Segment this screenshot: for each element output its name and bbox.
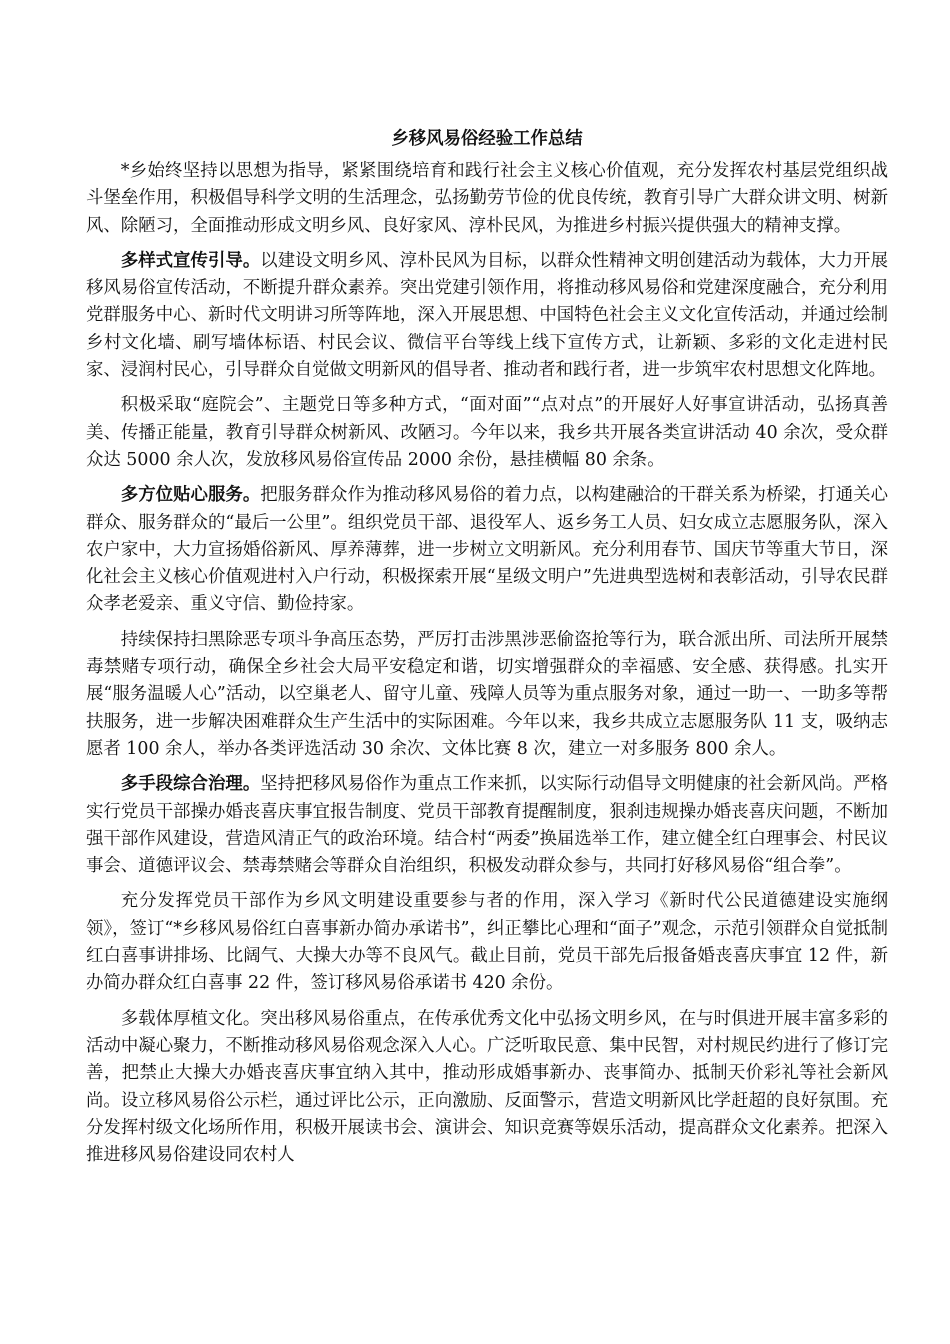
paragraph-intro [86, 158, 888, 240]
section-heading: 多方位贴心服务。 [120, 485, 261, 506]
paragraph-text: 以建设文明乡风、淳朴民风为目标，以群众性精神文明创建活动为载体，大力开展移风易俗宣传活动，不断提升群众素养。突出党建引领作用，将推动移风易俗和党建深度融合，充分利用党群服务中心、新时代文明讲习所等阵地，深入开展思想、中国特色社会主义文化宣传活动，并通过绘制乡村文化墙、刷写墙体标语、村民会议、微信平台等线上线下宣传方式，让新颖、多彩的文化走进村民家、浸润村民心，引导群众自觉做文明新风的倡导者、推动者和践行者，进一步筑牢农村思想文化阵地。 [86, 250, 888, 381]
paragraph-governance-detail [86, 888, 888, 997]
paragraph-service [86, 482, 888, 618]
paragraph-publicity-detail [86, 392, 888, 474]
paragraph-text: 多载体厚植文化。突出移风易俗重点，在传承优秀文化中弘扬文明乡风，在与时俱进开展丰富多彩的活动中凝心聚力，不断推动移风易俗观念深入人心。广泛听取民意、集中民智，对村规民约进行了修订完善，把禁止大操大办婚丧喜庆事宜纳入其中，推动形成婚事新办、丧事简办、抵制天价彩礼等社会新风尚。设立移风易俗公示栏，通过评比公示，正向激励、反面警示，营造文明新风比学赶超的良好氛围。充分发挥村级文化场所作用，积极开展读书会、演讲会、知识竞赛等娱乐活动，提高群众文化素养。把深入推进移风易俗建设同农村人 [86, 1008, 888, 1166]
paragraph-text: 积极采取“庭院会”、主题党日等多种方式，“面对面”“点对点”的开展好人好事宣讲活动，弘扬真善美、传播正能量，教育引导群众树新风、改陋习。今年以来，我乡共开展各类宣讲活动 40 余次，受众群众达 5000 余人次，发放移风易俗宣传品 2000 余份，悬挂横幅 80 余条。 [86, 395, 888, 470]
paragraph-text: 把服务群众作为推动移风易俗的着力点，以构建融洽的干群关系为桥梁，打通关心群众、服务群众的“最后一公里”。组织党员干部、退役军人、返乡务工人员、妇女成立志愿服务队，深入农户家中，大力宣扬婚俗新风、厚养薄葬，进一步树立文明新风。充分利用春节、国庆节等重大节日，深化社会主义核心价值观进村入户行动，积极探索开展“星级文明户”先进典型选树和表彰活动，引导农民群众孝老爱亲、重义守信、勤俭持家。 [86, 485, 888, 615]
paragraph-culture [86, 1006, 888, 1170]
paragraph-service-detail [86, 627, 888, 763]
document-title: 乡移风易俗经验工作总结 [391, 129, 583, 149]
paragraph-text: 坚持把移风易俗作为重点工作来抓，以实际行动倡导文明健康的社会新风尚。严格实行党员干部操办婚丧喜庆事宜报告制度、党员干部教育提醒制度，狠刹违规操办婚丧喜庆问题，不断加强干部作风建设，营造风清正气的政治环境。结合村“两委”换届选举工作，建立健全红白理事会、村民议事会、道德评议会、禁毒禁赌会等群众自治组织，积极发动群众参与，共同打好移风易俗“组合拳”。 [86, 774, 888, 877]
section-heading: 多手段综合治理。 [120, 774, 261, 795]
section-heading: 多样式宣传引导。 [120, 250, 261, 271]
paragraph-text: *乡始终坚持以思想为指导，紧紧围绕培育和践行社会主义核心价值观，充分发挥农村基层党组织战斗堡垒作用，积极倡导科学文明的生活理念，弘扬勤劳节俭的优良传统，教育引导广大群众讲文明、树新风、除陋习，全面推动形成文明乡风、良好家风、淳朴民风，为推进乡村振兴提供强大的精神支撑。 [86, 161, 888, 236]
paragraph-governance [86, 771, 888, 880]
paragraph-text: 充分发挥党员干部作为乡风文明建设重要参与者的作用，深入学习《新时代公民道德建设实施纲领》，签订“*乡移风易俗红白喜事新办简办承诺书”，纠正攀比心理和“面子”观念，示范引领群众自觉抵制红白喜事讲排场、比阔气、大操大办等不良风气。截止目前，党员干部先后报备婚丧喜庆事宜 12 件，新办简办群众红白喜事 22 件，签订移风易俗承诺书 420 余份。 [86, 891, 888, 994]
paragraph-publicity [86, 248, 888, 384]
paragraph-text: 持续保持扫黑除恶专项斗争高压态势，严厉打击涉黑涉恶偷盗抢等行为，联合派出所、司法所开展禁毒禁赌专项行动，确保全乡社会大局平安稳定和谐，切实增强群众的幸福感、安全感、获得感。扎实开展“服务温暖人心”活动，以空巢老人、留守儿童、残障人员等为重点服务对象，通过一助一、一助多等帮扶服务，进一步解决困难群众生产生活中的实际困难。今年以来，我乡共成立志愿服务队 11 支，吸纳志愿者 100 余人，举办各类评选活动 30 余次、文体比赛 8 次，建立一对多服务 800 余人。 [86, 629, 888, 759]
